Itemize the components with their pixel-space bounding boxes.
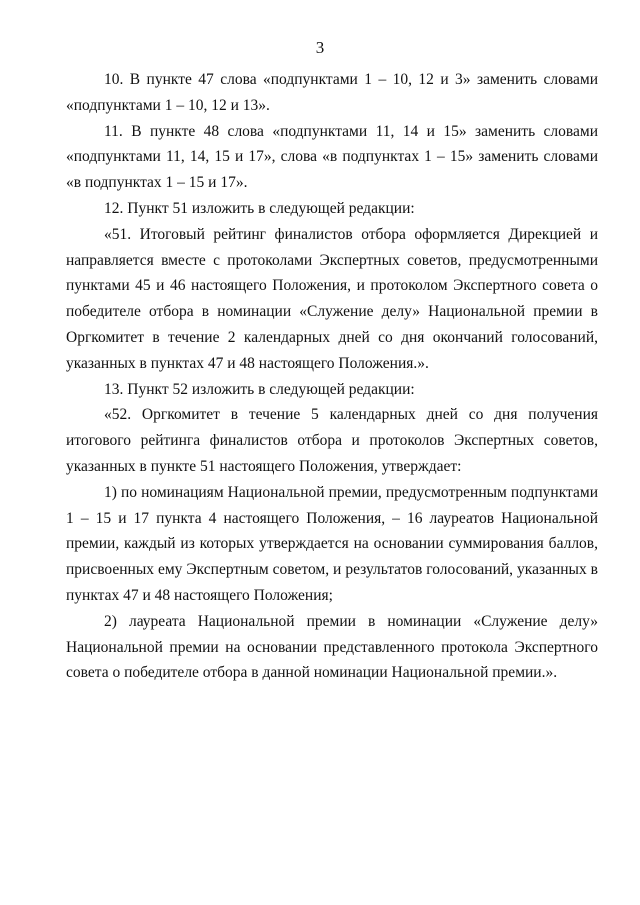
paragraph-amendment-12: 12. Пункт 51 изложить в следующей редакции: xyxy=(104,199,415,217)
page-number: 3 xyxy=(315,38,325,57)
paragraph-subitem-2: 2) лауреата Национальной премии в номинации «Служение делу» Национальной премии на основании представленного протокола Экспертного совета о победителе отбора в данной номинации Национальной премии.». xyxy=(66,612,598,682)
paragraph-item-51-text: «51. Итоговый рейтинг финалистов отбора оформляется Дирекцией и направляется вместе с протоколами Экспертных советов, предусмотренными пунктами 45 и 46 настоящего Положения, и протоколом Экспертного совета о победителе отбора в номинации «Служение делу» Национальной премии в Оргкомитет в течение 2 календарных дней со дня окончаний голосований, указанных в пунктах 47 и 48 настоящего Положения.». xyxy=(66,225,598,372)
paragraph-amendment-13: 13. Пункт 52 изложить в следующей редакции: xyxy=(104,380,415,398)
paragraph-amendment-11: 11. В пункте 48 слова «подпунктами 11, 14 и 15» заменить словами «подпунктами 11, 14, 15 и 17», слова «в подпунктах 1 – 15» заменить словами «в подпунктах 1 – 15 и 17». xyxy=(66,122,598,192)
paragraph-subitem-1: 1) по номинациям Национальной премии, предусмотренным подпунктами 1 – 15 и 17 пункта 4 настоящего Положения, – 16 лауреатов Национальной премии, каждый из которых утверждается на основании суммирования баллов, присвоенных ему Экспертным советом, и результатов голосований, указанных в пунктах 47 и 48 настоящего Положения; xyxy=(66,483,598,604)
document-body xyxy=(66,67,598,686)
paragraph-item-52-text: «52. Оргкомитет в течение 5 календарных дней со дня получения итогового рейтинга финалистов отбора и протоколов Экспертных советов, указанных в пункте 51 настоящего Положения, утверждает: xyxy=(66,406,598,475)
paragraph-amendment-10: 10. В пункте 47 слова «подпунктами 1 – 10, 12 и 3» заменить словами «подпунктами 1 – 10, 12 и 13». xyxy=(66,71,598,114)
